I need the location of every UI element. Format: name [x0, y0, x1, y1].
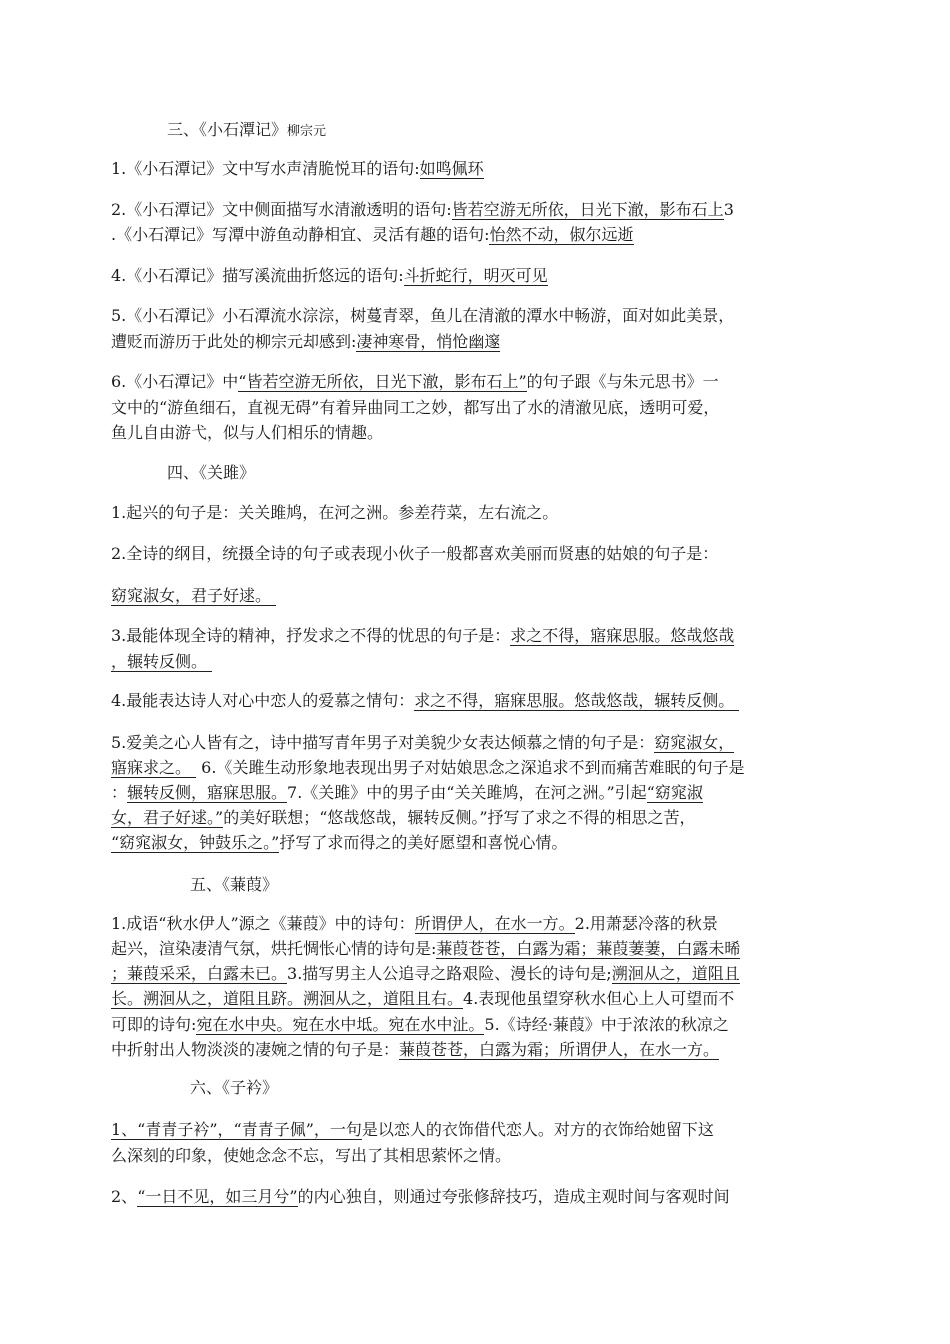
- text-line: [111, 1144, 871, 1168]
- text-segment: 的美好联想；“悠哉悠哉，辗转反侧。”抒写了求之不得的相思之苦，: [223, 808, 696, 827]
- underlined-answer: 宛在水中央。宛在水中坻。宛在水中沚。: [196, 1015, 485, 1034]
- text-segment: 2.《小石潭记》文中侧面描写水清澈透明的语句:: [111, 200, 452, 219]
- text-segment: 的句子跟《与朱元思书》一: [526, 372, 719, 391]
- text-line: [111, 937, 871, 961]
- text-line: [111, 264, 871, 288]
- text-line: [111, 1013, 871, 1037]
- section-heading: [167, 118, 927, 144]
- text-line: [111, 624, 871, 648]
- text-segment: 3.最能体现全诗的精神，抒发求之不得的忧思的句子是：: [111, 626, 511, 645]
- text-line: [111, 223, 871, 247]
- text-line: [111, 1185, 871, 1209]
- text-line: [111, 962, 871, 986]
- text-segment: 4.《小石潭记》描写溪流曲折悠远的语句:: [111, 266, 404, 285]
- underlined-answer: 怡然不动，俶尔远逝: [489, 225, 634, 244]
- text-segment: 可即的诗句:: [111, 1015, 197, 1034]
- underlined-answer: 求之不得，寤寐思服。悠哉悠哉，辗转反侧。: [414, 691, 740, 710]
- text-segment: 4.表现他虽望穿秋水但心上人可望而不: [463, 989, 735, 1008]
- underlined-answer: 辗转反侧，寤寐思服。: [127, 783, 288, 802]
- text-line: [111, 396, 871, 420]
- text-segment: 2.用萧瑟冷落的秋景: [574, 914, 718, 933]
- text-segment: 6.《关雎生动形象地表现出男子对姑娘思念之深追求不到而痛苦难眠的句子是: [196, 758, 745, 777]
- text-segment: 6.《小石潭记》中: [111, 372, 239, 391]
- text-segment: 5.《诗经·蒹葭》中于浓浓的秋凉之: [484, 1015, 729, 1034]
- text-segment: 起兴，渲染凄清气氛，烘托惆怅心情的诗句是:: [111, 939, 437, 958]
- underlined-answer: 蒹葭苍苍，白露为霜；蒹葭萋萋，白露未晞: [436, 939, 741, 958]
- text-segment: 5.爱美之心人皆有之，诗中描写青年男子对美貌少女表达倾慕之情的句子是：: [111, 733, 655, 752]
- underlined-answer: “窈窕淑: [646, 783, 703, 802]
- section-author: 柳宗元: [287, 124, 327, 139]
- text-line: [111, 157, 871, 181]
- text-line: [111, 584, 871, 608]
- text-segment: 么深刻的印象，使她念念不忘，写出了其相思萦怀之情。: [111, 1146, 512, 1165]
- underlined-answer: 如鸣佩环: [419, 159, 484, 178]
- section-heading-text: 五、《蒹葭》: [190, 875, 279, 894]
- text-line: [111, 421, 871, 445]
- underlined-answer: 长。溯洄从之，道阻且跻。溯洄从之，道阻且右。: [111, 989, 464, 1008]
- underlined-answer: 皆若空游无所依，日光下澈，影布石上: [451, 200, 724, 219]
- underlined-answer: 蒹葭苍苍，白露为霜；所谓伊人，在水一方。: [399, 1040, 720, 1059]
- text-segment: 3.描写男主人公追寻之路艰险、漫长的诗句是;: [287, 964, 612, 983]
- text-segment: 鱼儿自由游弋，似与人们相乐的情趣。: [111, 423, 384, 442]
- text-segment: 2、: [111, 1187, 138, 1206]
- underlined-answer: 所谓伊人，在水一方。: [414, 914, 575, 933]
- underlined-answer: “皆若空游无所依，日光下澈，影布石上”: [238, 372, 527, 391]
- text-line: [111, 198, 871, 222]
- section-heading: [190, 1076, 950, 1100]
- text-segment: 遭贬而游历于此处的柳宗元却感到:: [111, 332, 357, 351]
- text-line: [111, 689, 871, 713]
- text-segment: 中折射出人物淡淡的凄婉之情的句子是：: [111, 1040, 400, 1059]
- text-segment: 4.最能表达诗人对心中恋人的爱慕之情句：: [111, 691, 415, 710]
- text-line: [111, 731, 871, 755]
- text-line: [111, 330, 871, 354]
- text-line: [111, 1118, 871, 1142]
- section-heading: [190, 873, 950, 897]
- underlined-answer: 窈窕淑女，: [654, 733, 735, 752]
- text-line: [111, 304, 871, 328]
- underlined-answer: “窈窕淑女，钟鼓乐之。”: [111, 833, 280, 852]
- underlined-answer: 凄神寒骨，悄怆幽邃: [356, 332, 501, 351]
- text-segment: 3: [723, 200, 734, 219]
- section-heading-text: 三、《小石潭记》: [167, 120, 288, 139]
- underlined-answer: 窈窕淑女，君子好逑。: [111, 586, 277, 605]
- underlined-answer: 斗折蛇行，明灭可见: [403, 266, 548, 285]
- text-line: [111, 781, 871, 805]
- text-line: [111, 1038, 871, 1062]
- text-line: [111, 831, 871, 855]
- text-segment: 1.起兴的句子是：关关雎鸠，在河之洲。参差荇菜，左右流之。: [111, 503, 559, 522]
- underlined-answer: ；蒹葭采采，白露未已。: [111, 964, 288, 983]
- text-segment: 2.全诗的纲目，统摄全诗的句子或表现小伙子一般都喜欢美丽而贤惠的姑娘的句子是：: [111, 544, 719, 563]
- text-segment: 抒写了求而得之的美好愿望和喜悦心情。: [279, 833, 568, 852]
- underlined-answer: “一日不见，如三月兮”: [137, 1187, 298, 1206]
- underlined-answer: 求之不得，寤寐思服。悠哉悠哉: [510, 626, 735, 645]
- text-line: [111, 501, 871, 525]
- text-line: [111, 542, 871, 566]
- underlined-answer: ，辗转反侧。: [111, 652, 213, 671]
- text-segment: ：: [111, 783, 128, 802]
- underlined-answer: 寤寐求之。: [111, 758, 197, 777]
- text-line: [111, 756, 871, 780]
- text-segment: 7.《关雎》中的男子由“关关雎鸠，在河之洲。”引起: [287, 783, 647, 802]
- underlined-answer: 1、“青青子衿”，“青青子佩”，一句: [111, 1120, 362, 1139]
- text-segment: 的内心独自，则通过夸张修辞技巧，造成主观时间与客观时间: [297, 1187, 730, 1206]
- underlined-answer: 女，君子好逑。”: [111, 808, 224, 827]
- text-segment: 文中的“游鱼细石，直视无碍”有着异曲同工之妙，都写出了水的清澈见底，透明可爱，: [111, 398, 720, 417]
- text-segment: .《小石潭记》写潭中游鱼动静相宜、灵活有趣的语句:: [111, 225, 490, 244]
- text-line: [111, 987, 871, 1011]
- text-line: [111, 912, 871, 936]
- text-segment: 1.成语“秋水伊人”源之《蒹葭》中的诗句：: [111, 914, 415, 933]
- text-segment: 是以恋人的衣饰借代恋人。对方的衣饰给她留下这: [361, 1120, 714, 1139]
- underlined-answer: 溯洄从之，道阻且: [611, 964, 740, 983]
- section-heading-text: 六、《子衿》: [190, 1078, 279, 1097]
- section-heading: [167, 461, 927, 485]
- text-line: [111, 370, 871, 394]
- text-line: [111, 806, 871, 830]
- text-line: [111, 650, 871, 674]
- text-segment: 5.《小石潭记》小石潭流水淙淙，树蔓青翠，鱼儿在清澈的潭水中畅游，面对如此美景，: [111, 306, 735, 325]
- text-segment: 1.《小石潭记》文中写水声清脆悦耳的语句:: [111, 159, 420, 178]
- section-heading-text: 四、《关雎》: [167, 463, 256, 482]
